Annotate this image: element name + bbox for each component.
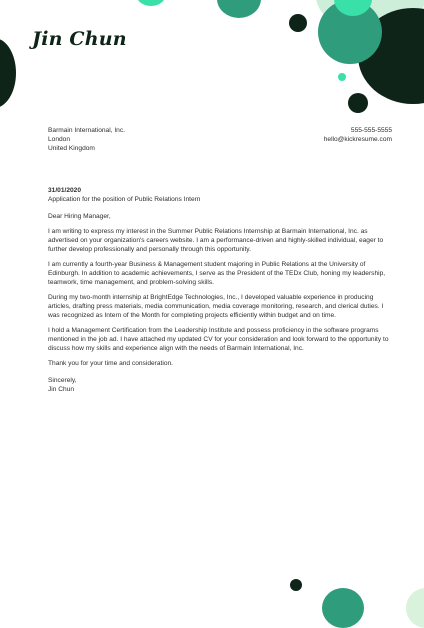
letter-closing bbox=[48, 376, 393, 394]
decorative-circle-mint-top-left bbox=[136, 0, 166, 6]
recipient-address bbox=[48, 126, 125, 153]
letter-signature: Jin Chun bbox=[48, 386, 75, 393]
decorative-circle-teal-top bbox=[217, 0, 261, 18]
contact-info bbox=[324, 126, 392, 144]
contact-email: hello@kickresume.com bbox=[323, 136, 392, 143]
recipient-country: United Kingdom bbox=[48, 145, 95, 152]
letter-paragraph: I hold a Management Certification from the Leadership Institute and possess proficiency in the software programs mentioned in the job ad. I have attached my updated CV for your consideration and look forward to the opportunity to discuss how my skills and experience align with the needs of Barmain International, Inc. bbox=[48, 327, 389, 352]
decorative-circle-bottom-light bbox=[406, 588, 424, 628]
letter-paragraph: I am currently a fourth-year Business & Management student majoring in Public Relations at the University of Edinburgh. In addition to academic achievements, I serve as the President of the TEDx Club, honing my leadership, teamwork, time management, and problem-solving skills. bbox=[48, 261, 386, 286]
applicant-name: Jin Chun bbox=[32, 28, 127, 50]
recipient-city: London bbox=[48, 136, 71, 143]
letter-date: 31/01/2020 bbox=[48, 187, 82, 194]
decorative-circle-small-dark bbox=[289, 14, 307, 32]
decorative-circle-bottom-teal bbox=[322, 588, 364, 628]
letter-signoff: Sincerely, bbox=[48, 377, 77, 384]
letter-paragraph: Thank you for your time and consideration. bbox=[48, 360, 173, 367]
letter-paragraph: During my two-month internship at BrightEdge Technologies, Inc., I developed valuable experience in producing articles, drafting press materials, media communication, media coverage monitoring, research, and clerical duties. I was recognized as Intern of the Month for completing projects efficiently within budget and on time. bbox=[48, 294, 384, 319]
letter-body bbox=[48, 212, 393, 394]
letter-paragraph: I am writing to express my interest in the Summer Public Relations Internship at Barmain International, Inc. as advertised on your organization's careers website. I am a performance-driven and highly-skilled individual, eager to further develop professionally and personally through this opportunity. bbox=[48, 228, 384, 253]
letter-subject: Application for the position of Public Relations Intern bbox=[48, 196, 201, 203]
contact-phone: 555-555-5555 bbox=[350, 127, 392, 134]
decorative-circle-left bbox=[0, 38, 16, 108]
decorative-circle-mint-small bbox=[338, 73, 346, 81]
recipient-company: Barmain International, Inc. bbox=[48, 127, 125, 134]
decorative-circle-bottom-dark bbox=[290, 579, 302, 591]
decorative-circle-dark-medium bbox=[348, 93, 368, 113]
letter-greeting: Dear Hiring Manager, bbox=[48, 213, 111, 220]
